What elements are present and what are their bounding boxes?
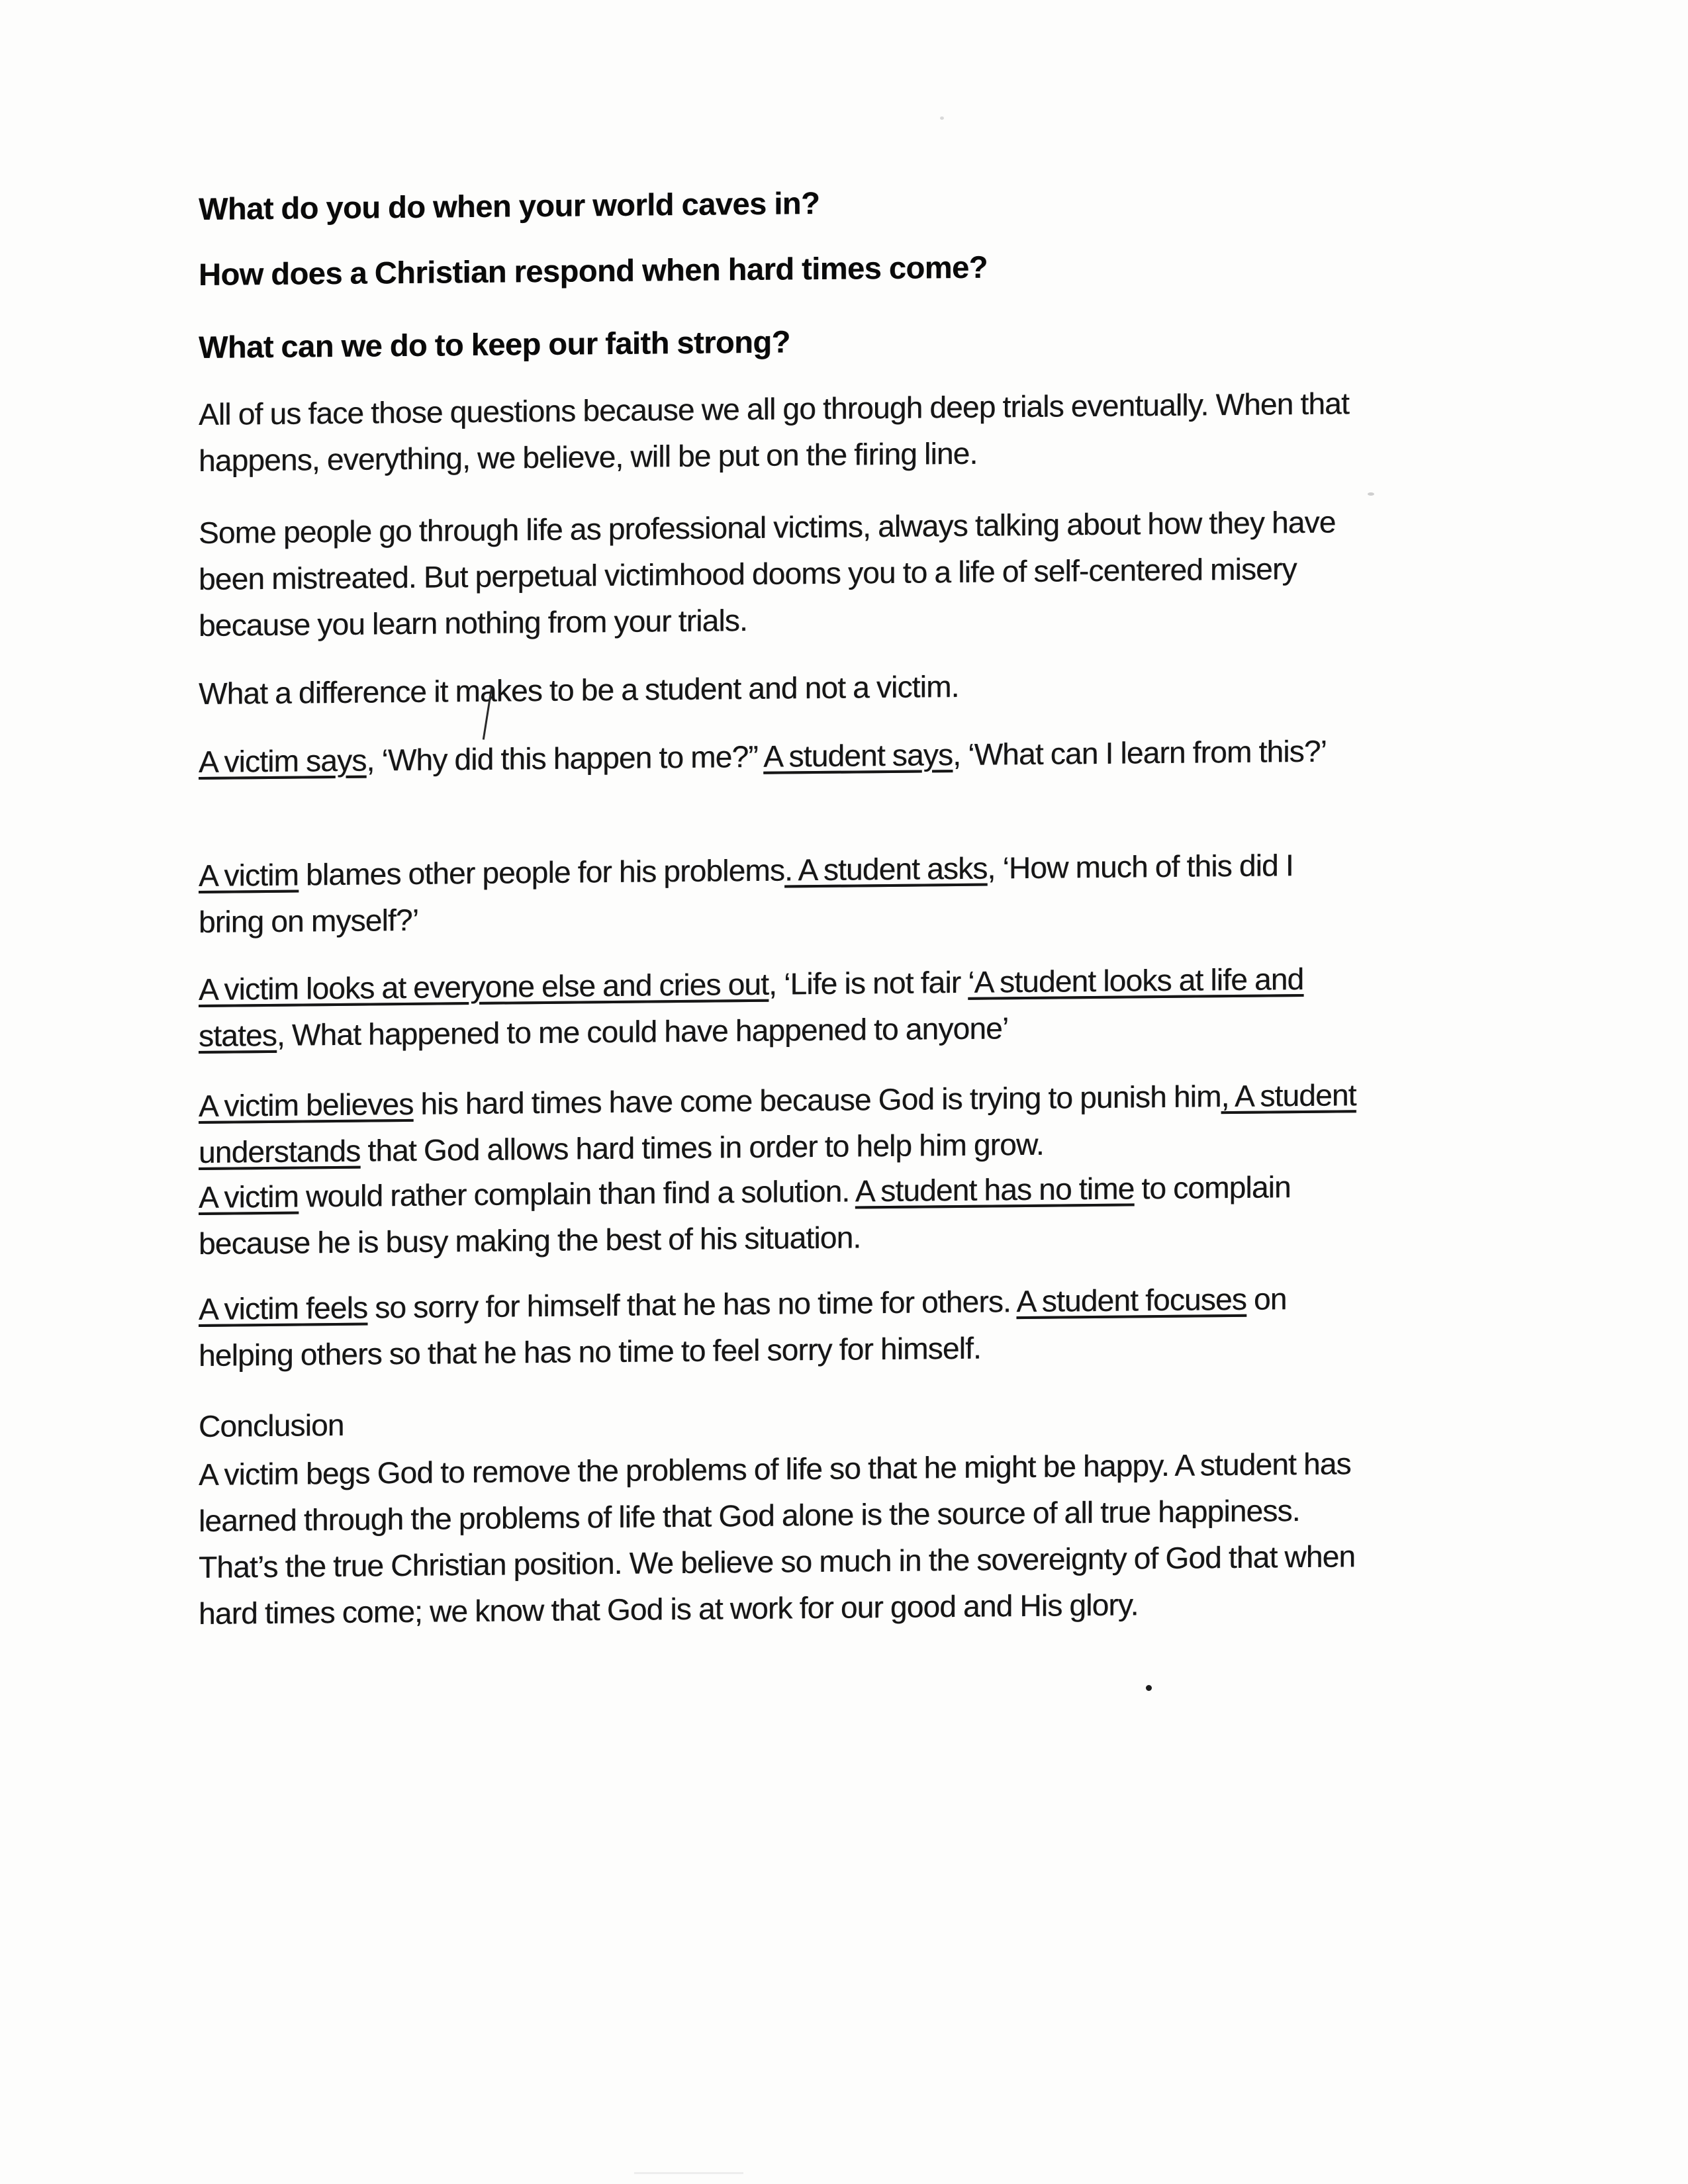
text-line	[199, 728, 1327, 785]
text-segment: , ‘Life is not fair	[769, 964, 968, 1001]
text-segment: blames other people for his problems	[299, 852, 785, 892]
text-segment: , ‘How much of this did I	[987, 848, 1293, 886]
text-segment: What can we do to keep our faith strong?	[199, 324, 790, 365]
paragraph-3	[199, 663, 959, 717]
underlined-text-segment: A student says	[763, 737, 953, 774]
text-segment: on	[1246, 1281, 1287, 1316]
faint-speck-top	[940, 116, 944, 120]
paragraph-9	[199, 1275, 1287, 1379]
text-segment: because he is busy making the best of his situation.	[199, 1220, 861, 1261]
text-segment: That’s the true Christian position. We believe so much in the sovereignty of God that when	[199, 1539, 1356, 1584]
text-segment: What do you do when your world caves in?	[199, 185, 820, 226]
text-line	[199, 1002, 1303, 1059]
text-segment: would rather complain than find a solution.	[299, 1173, 855, 1214]
underlined-text-segment: A student focuses	[1016, 1281, 1246, 1319]
conclusion-heading	[199, 1402, 344, 1449]
paragraph-1	[199, 380, 1349, 484]
paragraph-8	[199, 1163, 1291, 1267]
text-line	[199, 663, 959, 717]
text-segment: because you learn nothing from your trials.	[199, 603, 747, 643]
text-line	[199, 1210, 1291, 1267]
text-segment: , ‘What can I learn from this?’	[953, 733, 1327, 772]
underlined-text-segment: A victim believes	[199, 1086, 414, 1123]
text-line	[199, 888, 1293, 945]
underlined-text-segment: A victim feels	[199, 1290, 368, 1326]
text-segment: A victim begs God to remove the problems of life so that he might be happy. A student has	[199, 1446, 1351, 1492]
text-segment: All of us face those questions because we all go through deep trials eventually. When that	[199, 386, 1349, 432]
underlined-text-segment: states	[199, 1017, 277, 1053]
underlined-text-segment: understands	[199, 1133, 361, 1169]
heading-2	[199, 244, 988, 298]
text-segment: Some people go through life as professional victims, always talking about how they have	[199, 504, 1336, 550]
text-segment: , ‘Why did this happen to me?”	[366, 739, 764, 778]
text-segment: helping others so that he has no time to feel sorry for himself.	[199, 1330, 981, 1373]
paragraph-6	[199, 956, 1303, 1059]
paragraph-10	[199, 1440, 1355, 1637]
heading-1	[199, 180, 820, 232]
faint-speck-right	[1368, 492, 1374, 496]
underlined-text-segment: A victim says	[199, 743, 367, 779]
text-segment: Conclusion	[199, 1407, 344, 1443]
paragraph-7	[199, 1071, 1356, 1175]
underlined-text-segment: A victim	[199, 857, 299, 893]
text-line	[199, 318, 790, 371]
underlined-text-segment: A victim looks at everyone else and cries out	[199, 966, 769, 1007]
scanner-edge-line	[634, 2172, 743, 2174]
underlined-text-segment: . A student asks	[784, 850, 988, 887]
underlined-text-segment: A victim	[199, 1179, 299, 1214]
text-segment: happens, everything, we believe, will be put on the firing line.	[199, 435, 978, 478]
underlined-text-segment: ‘A student looks at life and	[968, 961, 1304, 999]
text-segment: been mistreated. But perpetual victimhood dooms you to a life of self-centered misery	[199, 551, 1297, 596]
text-segment: hard times come; we know that God is at work for our good and His glory.	[199, 1587, 1139, 1631]
text-segment: What a difference it makes to be a student and not a victim.	[199, 668, 959, 711]
text-line	[199, 180, 820, 232]
text-line	[199, 1402, 344, 1449]
underlined-text-segment: A student has no time	[855, 1171, 1135, 1208]
paragraph-4	[199, 728, 1327, 785]
text-segment: , What happened to me could have happened to anyone’	[276, 1011, 1009, 1052]
text-line	[199, 244, 988, 298]
paragraph-2	[199, 499, 1336, 649]
text-segment: his hard times have come because God is trying to punish him	[413, 1079, 1221, 1121]
paragraph-5	[199, 842, 1293, 945]
text-segment: that God allows hard times in order to help him grow.	[360, 1126, 1044, 1168]
stray-ink-dot	[1146, 1685, 1152, 1691]
text-segment: bring on myself?’	[199, 902, 419, 939]
text-segment: How does a Christian respond when hard times come?	[199, 249, 988, 292]
text-segment: to complain	[1134, 1169, 1291, 1206]
text-segment: learned through the problems of life that God alone is the source of all true happiness.	[199, 1493, 1300, 1538]
heading-3	[199, 318, 790, 371]
underlined-text-segment: , A student	[1221, 1077, 1356, 1114]
text-segment: so sorry for himself that he has no time for others.	[367, 1284, 1017, 1325]
text-line	[199, 1322, 1287, 1379]
